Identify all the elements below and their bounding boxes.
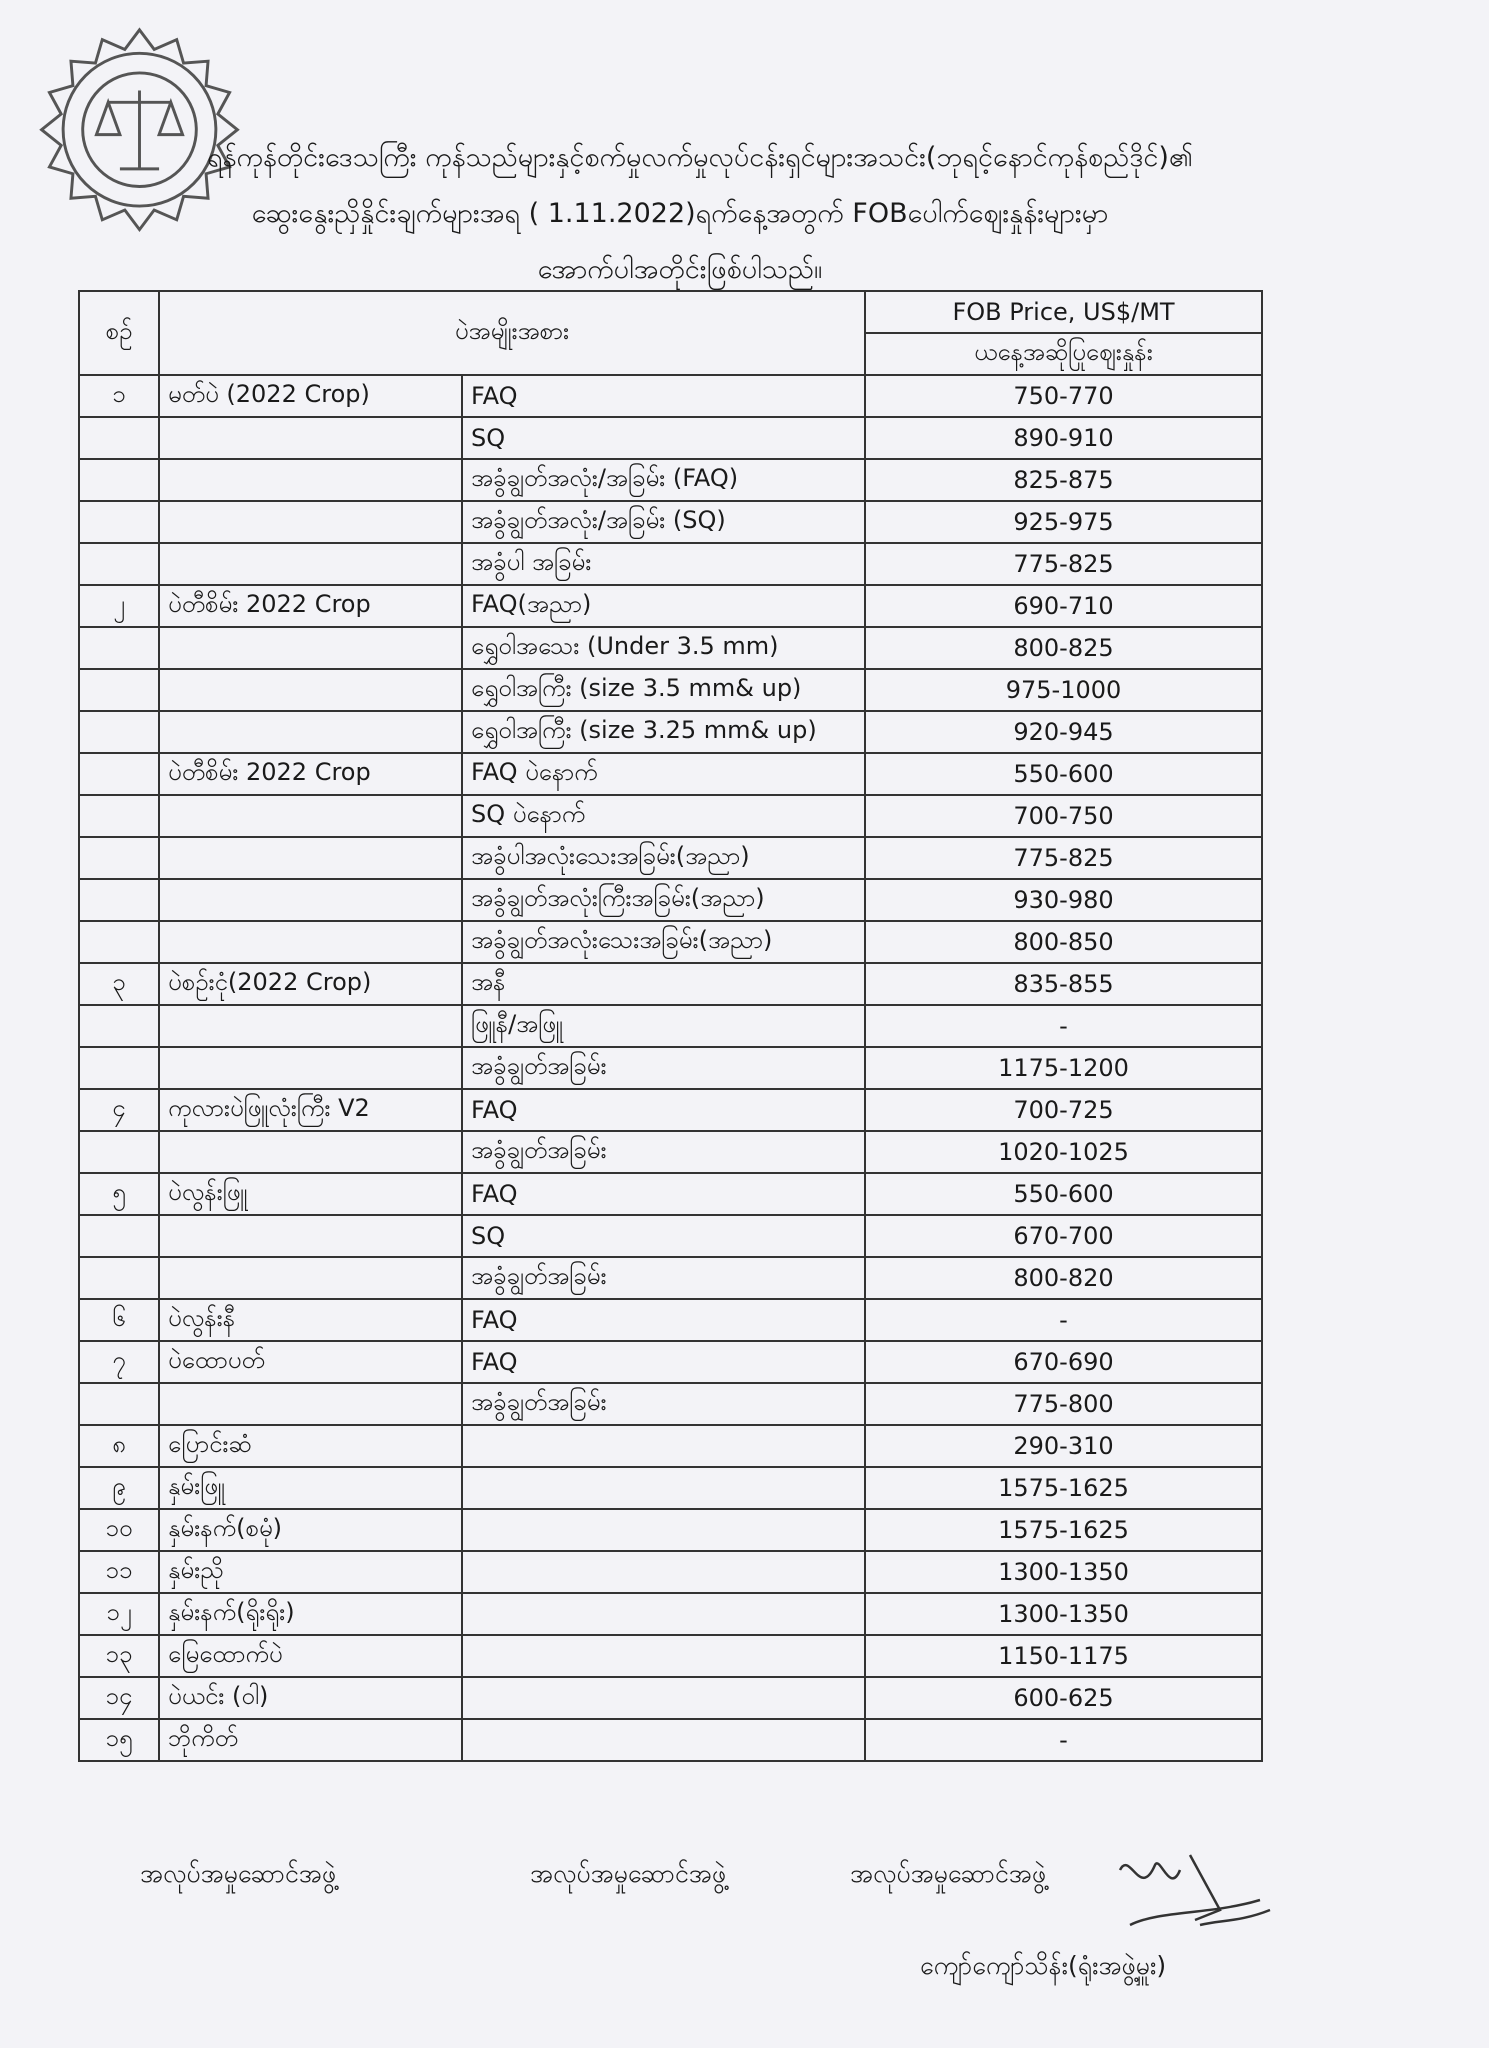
row-item-name xyxy=(159,459,462,501)
table-row xyxy=(79,1005,1262,1047)
row-number xyxy=(79,669,159,711)
column-header-price-sub: ယနေ့အဆိုပြုဈေးနှုန်း xyxy=(865,333,1262,375)
row-number: ၆ xyxy=(79,1299,159,1341)
row-item-name xyxy=(159,1215,462,1257)
row-item-name: ပဲယင်း (ဝါ) xyxy=(159,1677,462,1719)
row-price: 750-770 xyxy=(865,375,1262,417)
row-item-name xyxy=(159,1257,462,1299)
row-price: 920-945 xyxy=(865,711,1262,753)
row-number xyxy=(79,1047,159,1089)
row-number: ၁၂ xyxy=(79,1593,159,1635)
row-grade: FAQ xyxy=(462,1299,865,1341)
table-row xyxy=(79,627,1262,669)
table-row xyxy=(79,1509,1262,1551)
row-price: 690-710 xyxy=(865,585,1262,627)
row-grade: အခွံချွတ်အခြမ်း xyxy=(462,1383,865,1425)
fob-price-table xyxy=(78,290,1263,1762)
row-price: 1300-1350 xyxy=(865,1551,1262,1593)
row-grade: FAQ xyxy=(462,1089,865,1131)
table-row xyxy=(79,375,1262,417)
table-row xyxy=(79,543,1262,585)
row-grade: ဖြူနီ/အဖြူ xyxy=(462,1005,865,1047)
row-grade: အခွံချွတ်အလုံး/အခြမ်း (SQ) xyxy=(462,501,865,543)
row-item-name: နှမ်းညို xyxy=(159,1551,462,1593)
row-item-name xyxy=(159,837,462,879)
header-line-1: ရန်ကုန်တိုင်းဒေသကြီး ကုန်သည်များနှင့်စက်မှုလက်မှုလုပ်ငန်းရှင်များအသင်း(ဘုရင့်နောင်ကုန်စည်ဒိုင်)၏ xyxy=(207,142,1193,173)
row-number xyxy=(79,1257,159,1299)
row-number: ၄ xyxy=(79,1089,159,1131)
table-row xyxy=(79,1299,1262,1341)
row-number: ၁၄ xyxy=(79,1677,159,1719)
table-row xyxy=(79,1719,1262,1761)
row-number xyxy=(79,753,159,795)
row-price: 700-725 xyxy=(865,1089,1262,1131)
row-grade: FAQ xyxy=(462,1341,865,1383)
row-price: 930-980 xyxy=(865,879,1262,921)
row-price: - xyxy=(865,1005,1262,1047)
row-number: ၅ xyxy=(79,1173,159,1215)
row-grade: အခွံချွတ်အလုံး/အခြမ်း (FAQ) xyxy=(462,459,865,501)
row-price: 700-750 xyxy=(865,795,1262,837)
table-row xyxy=(79,921,1262,963)
row-number xyxy=(79,711,159,753)
row-item-name xyxy=(159,711,462,753)
row-item-name: ပဲစဉ်းငုံ(2022 Crop) xyxy=(159,963,462,1005)
row-price: 835-855 xyxy=(865,963,1262,1005)
row-item-name: နှမ်းနက်(စမုံ) xyxy=(159,1509,462,1551)
row-grade: အခွံချွတ်အခြမ်း xyxy=(462,1257,865,1299)
row-item-name: မြေထောက်ပဲ xyxy=(159,1635,462,1677)
row-number: ၇ xyxy=(79,1341,159,1383)
row-grade: အခွံချွတ်အခြမ်း xyxy=(462,1131,865,1173)
row-grade xyxy=(462,1719,865,1761)
row-item-name xyxy=(159,1131,462,1173)
table-row xyxy=(79,1173,1262,1215)
row-item-name: နှမ်းနက်(ရိုးရိုး) xyxy=(159,1593,462,1635)
row-grade xyxy=(462,1467,865,1509)
table-row xyxy=(79,795,1262,837)
table-row xyxy=(79,1047,1262,1089)
row-number xyxy=(79,627,159,669)
row-price: 775-800 xyxy=(865,1383,1262,1425)
row-price: 1150-1175 xyxy=(865,1635,1262,1677)
header-line-3: အောက်ပါအတိုင်းဖြစ်ပါသည်။ xyxy=(537,254,823,285)
table-row xyxy=(79,879,1262,921)
row-grade: FAQ ပဲနောက် xyxy=(462,753,865,795)
table-row xyxy=(79,417,1262,459)
row-number: ၂ xyxy=(79,585,159,627)
row-item-name: မတ်ပဲ (2022 Crop) xyxy=(159,375,462,417)
row-grade: FAQ xyxy=(462,375,865,417)
row-price: 550-600 xyxy=(865,1173,1262,1215)
row-grade: အခွံချွတ်အခြမ်း xyxy=(462,1047,865,1089)
table-row xyxy=(79,711,1262,753)
row-item-name: ပဲတီစိမ်း 2022 Crop xyxy=(159,585,462,627)
column-header-no: စဉ် xyxy=(79,291,159,375)
row-number xyxy=(79,1383,159,1425)
row-grade: FAQ xyxy=(462,1173,865,1215)
row-number xyxy=(79,543,159,585)
row-grade: အခွံပါ အခြမ်း xyxy=(462,543,865,585)
row-price: 1575-1625 xyxy=(865,1467,1262,1509)
row-number: ၃ xyxy=(79,963,159,1005)
row-number xyxy=(79,879,159,921)
column-header-price: FOB Price, US$/MT xyxy=(865,291,1262,333)
table-row xyxy=(79,669,1262,711)
signature-label-1: အလုပ်အမှုဆောင်အဖွဲ့ xyxy=(140,1859,337,1888)
row-number: ၁၅ xyxy=(79,1719,159,1761)
row-price: 600-625 xyxy=(865,1677,1262,1719)
row-price: 1020-1025 xyxy=(865,1131,1262,1173)
row-grade: အခွံပါအလုံးသေးအခြမ်း(အညာ) xyxy=(462,837,865,879)
row-item-name: ပဲထောပတ် xyxy=(159,1341,462,1383)
row-item-name xyxy=(159,1383,462,1425)
document-header xyxy=(60,130,1300,298)
row-item-name: ပြောင်းဆံ xyxy=(159,1425,462,1467)
signer-name: ကျော်ကျော်သိန်း(ရုံးအဖွဲ့မှူး) xyxy=(920,1951,1167,1980)
table-row xyxy=(79,1467,1262,1509)
row-grade: ရွှေဝါအကြီး (size 3.25 mm& up) xyxy=(462,711,865,753)
row-price: 925-975 xyxy=(865,501,1262,543)
row-number: ၈ xyxy=(79,1425,159,1467)
row-price: - xyxy=(865,1299,1262,1341)
row-item-name: ပဲလွန်းနီ xyxy=(159,1299,462,1341)
row-grade: ရွှေဝါအသေး (Under 3.5 mm) xyxy=(462,627,865,669)
column-header-item: ပဲအမျိုးအစား xyxy=(159,291,865,375)
row-item-name: ဘိုကိတ် xyxy=(159,1719,462,1761)
table-row xyxy=(79,1383,1262,1425)
row-number xyxy=(79,1131,159,1173)
table-row xyxy=(79,1257,1262,1299)
row-number xyxy=(79,837,159,879)
table-row xyxy=(79,1425,1262,1467)
row-number xyxy=(79,459,159,501)
table-row xyxy=(79,1593,1262,1635)
row-grade xyxy=(462,1593,865,1635)
row-number xyxy=(79,1215,159,1257)
handwritten-signature-icon xyxy=(1100,1840,1280,1950)
row-price: 290-310 xyxy=(865,1425,1262,1467)
row-price: 670-690 xyxy=(865,1341,1262,1383)
header-line-2: ဆွေးနွေးညှိနှိုင်းချက်များအရ ( 1.11.2022)ရက်နေ့အတွက် FOBပေါက်ဈေးနှုန်းများမှာ xyxy=(251,198,1109,229)
table-body xyxy=(79,375,1262,1761)
row-grade xyxy=(462,1635,865,1677)
row-price: 975-1000 xyxy=(865,669,1262,711)
row-item-name: ကုလားပဲဖြူလုံးကြီး V2 xyxy=(159,1089,462,1131)
row-grade: အခွံချွတ်အလုံးကြီးအခြမ်း(အညာ) xyxy=(462,879,865,921)
row-number xyxy=(79,795,159,837)
table-row xyxy=(79,1215,1262,1257)
table-row xyxy=(79,1341,1262,1383)
row-item-name xyxy=(159,501,462,543)
row-number xyxy=(79,417,159,459)
table-row xyxy=(79,837,1262,879)
row-price: 1575-1625 xyxy=(865,1509,1262,1551)
table-row xyxy=(79,501,1262,543)
row-price: 775-825 xyxy=(865,543,1262,585)
row-grade: ရွှေဝါအကြီး (size 3.5 mm& up) xyxy=(462,669,865,711)
row-price: 670-700 xyxy=(865,1215,1262,1257)
row-item-name: နှမ်းဖြူ xyxy=(159,1467,462,1509)
table-row xyxy=(79,1131,1262,1173)
row-item-name xyxy=(159,669,462,711)
row-price: 890-910 xyxy=(865,417,1262,459)
row-price: 800-850 xyxy=(865,921,1262,963)
table-row xyxy=(79,459,1262,501)
row-price: 800-820 xyxy=(865,1257,1262,1299)
table-row xyxy=(79,585,1262,627)
signature-label-2: အလုပ်အမှုဆောင်အဖွဲ့ xyxy=(530,1859,727,1888)
row-item-name xyxy=(159,795,462,837)
row-item-name xyxy=(159,921,462,963)
row-price: 825-875 xyxy=(865,459,1262,501)
row-price: 775-825 xyxy=(865,837,1262,879)
row-item-name xyxy=(159,417,462,459)
row-number xyxy=(79,1005,159,1047)
row-grade xyxy=(462,1677,865,1719)
row-item-name: ပဲလွန်းဖြူ xyxy=(159,1173,462,1215)
row-grade xyxy=(462,1425,865,1467)
row-grade: SQ xyxy=(462,417,865,459)
row-number: ၁၃ xyxy=(79,1635,159,1677)
row-price: - xyxy=(865,1719,1262,1761)
row-number xyxy=(79,501,159,543)
row-grade: SQ ပဲနောက် xyxy=(462,795,865,837)
table-row xyxy=(79,1551,1262,1593)
row-item-name xyxy=(159,879,462,921)
table-row xyxy=(79,1677,1262,1719)
row-grade xyxy=(462,1551,865,1593)
row-item-name xyxy=(159,627,462,669)
row-grade xyxy=(462,1509,865,1551)
row-price: 550-600 xyxy=(865,753,1262,795)
row-grade: FAQ(အညာ) xyxy=(462,585,865,627)
table-row xyxy=(79,1635,1262,1677)
signature-label-3: အလုပ်အမှုဆောင်အဖွဲ့ xyxy=(850,1859,1047,1888)
table-row xyxy=(79,963,1262,1005)
row-item-name xyxy=(159,1005,462,1047)
row-item-name xyxy=(159,1047,462,1089)
row-grade: အခွံချွတ်အလုံးသေးအခြမ်း(အညာ) xyxy=(462,921,865,963)
table-row xyxy=(79,753,1262,795)
row-grade: SQ xyxy=(462,1215,865,1257)
row-price: 1175-1200 xyxy=(865,1047,1262,1089)
row-number: ၉ xyxy=(79,1467,159,1509)
row-number: ၁ xyxy=(79,375,159,417)
row-grade: အနီ xyxy=(462,963,865,1005)
row-item-name xyxy=(159,543,462,585)
row-price: 800-825 xyxy=(865,627,1262,669)
row-number: ၁၀ xyxy=(79,1509,159,1551)
table-header-row xyxy=(79,291,1262,333)
row-number: ၁၁ xyxy=(79,1551,159,1593)
row-price: 1300-1350 xyxy=(865,1593,1262,1635)
row-number xyxy=(79,921,159,963)
row-item-name: ပဲတီစိမ်း 2022 Crop xyxy=(159,753,462,795)
table-row xyxy=(79,1089,1262,1131)
